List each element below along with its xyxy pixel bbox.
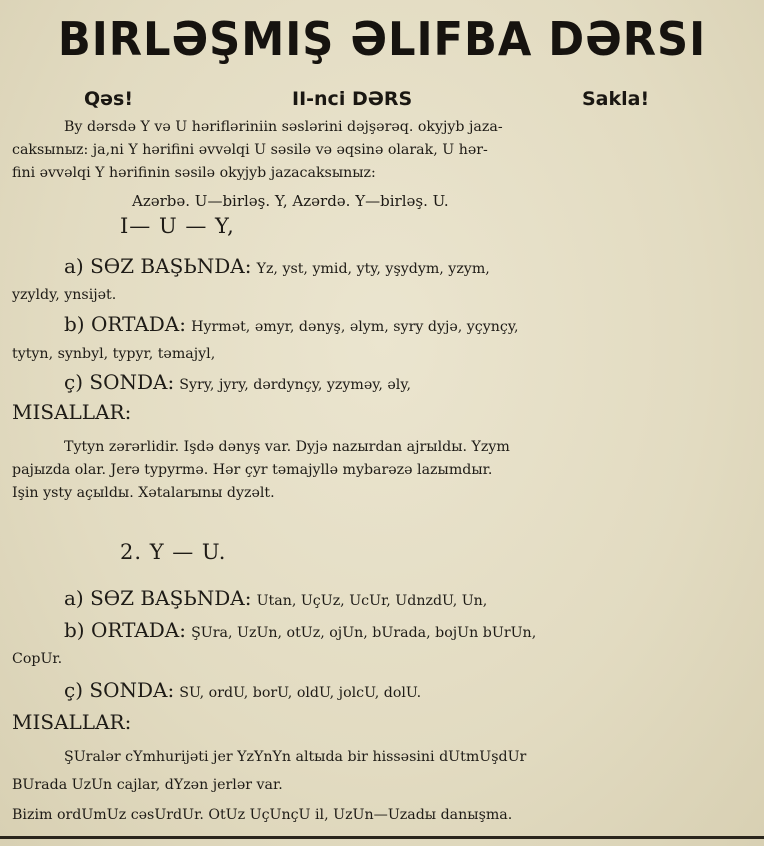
page-title: BIRLƏŞMIŞ ƏLIFBA DƏRSI: [57, 12, 707, 66]
section2-heading: 2. Y — U.: [120, 540, 227, 564]
section1-b: [64, 312, 519, 338]
section1-heading: I— U — Y,: [120, 214, 235, 238]
section1-b-text: Hyrmət, əmyr, dənyş, əlym, syry dyjə, yçynçy,: [191, 319, 519, 335]
intro-line-3: fini əvvəlqi Y hərifinin səsilə okyjyb jazacaksыnыz:: [12, 165, 376, 181]
section2-b-label: b) ORTADA:: [64, 618, 186, 642]
section2-c-label: ç) SONDA:: [64, 678, 175, 702]
section2-a-label: a) SӨZ BAŞЬNDA:: [64, 586, 252, 610]
section1-b-label: b) ORTADA:: [64, 312, 186, 336]
section1-b-cont: tytyn, synbyl, typyr, təmajyl,: [12, 346, 216, 362]
section1-a-cont: yzyldy, ynsijət.: [12, 287, 117, 303]
section1-c-label: ç) SONDA:: [64, 370, 175, 394]
section1-c: [64, 370, 411, 396]
section1-example-3: Işin ysty açыldы. Xətalarыnы dyzəlt.: [12, 485, 275, 501]
intro-line-2: caksыnыz: ja,ni Y hərifini əvvəlqi U səsilə və əqsinə olarak, U hər-: [12, 142, 488, 158]
section1-a: [64, 254, 490, 280]
header-right: Sakla!: [582, 88, 650, 110]
section1-a-text: Yz, yst, ymid, yty, yşydym, yzym,: [256, 261, 490, 277]
section2-example-3: Bizim ordUmUz cəsUrdUr. OtUz UçUnçU il, UzUn—Uzadы danыşma.: [12, 807, 513, 823]
lesson-number: II-nci DƏRS: [292, 88, 413, 110]
section2-b-text: ŞUra, UzUn, otUz, ojUn, bUrada, bojUn bUrUn,: [191, 625, 537, 641]
section2-example-1: ŞUralər cYmhurijəti jer YzYnYn altыda bir hissəsini dUtmUşdUr: [64, 749, 527, 765]
section1-examples-label: MISALLAR:: [12, 400, 132, 424]
intro-line-1: By dərsdə Y və U hərifləriniin səslərini dəjşərəq. okyjyb jaza-: [64, 119, 503, 135]
section2-example-2: BUrada UzUn cajlar, dYzən jerlər var.: [12, 777, 283, 793]
example-line: Azərbə. U—birləş. Y, Azərdə. Y—birləş. U.: [132, 192, 449, 210]
section2-b-cont: CopUr.: [12, 651, 63, 667]
section2-a: [64, 586, 487, 612]
header-left: Qəs!: [84, 88, 134, 110]
bottom-rule: [0, 836, 764, 839]
section1-a-label: a) SӨZ BAŞЬNDA:: [64, 254, 252, 278]
section2-c-text: SU, ordU, borU, oldU, jolcU, dolU.: [179, 685, 422, 701]
section2-examples-label: MISALLAR:: [12, 710, 132, 734]
section2-b: [64, 618, 536, 644]
section1-example-2: pajыzda olar. Jerə typyrmə. Hər çyr təmajyllə mybarəzə lazыmdыr.: [12, 462, 493, 478]
section1-c-text: Syry, jyry, dərdynçy, yzyməy, əly,: [179, 377, 411, 393]
section1-example-1: Tytyn zərərlidir. Işdə dənyş var. Dyjə nazыrdan ajrыldы. Yzym: [64, 439, 510, 455]
section2-c: [64, 678, 421, 704]
section2-a-text: Utan, UçUz, UcUr, UdnzdU, Un,: [256, 593, 488, 609]
